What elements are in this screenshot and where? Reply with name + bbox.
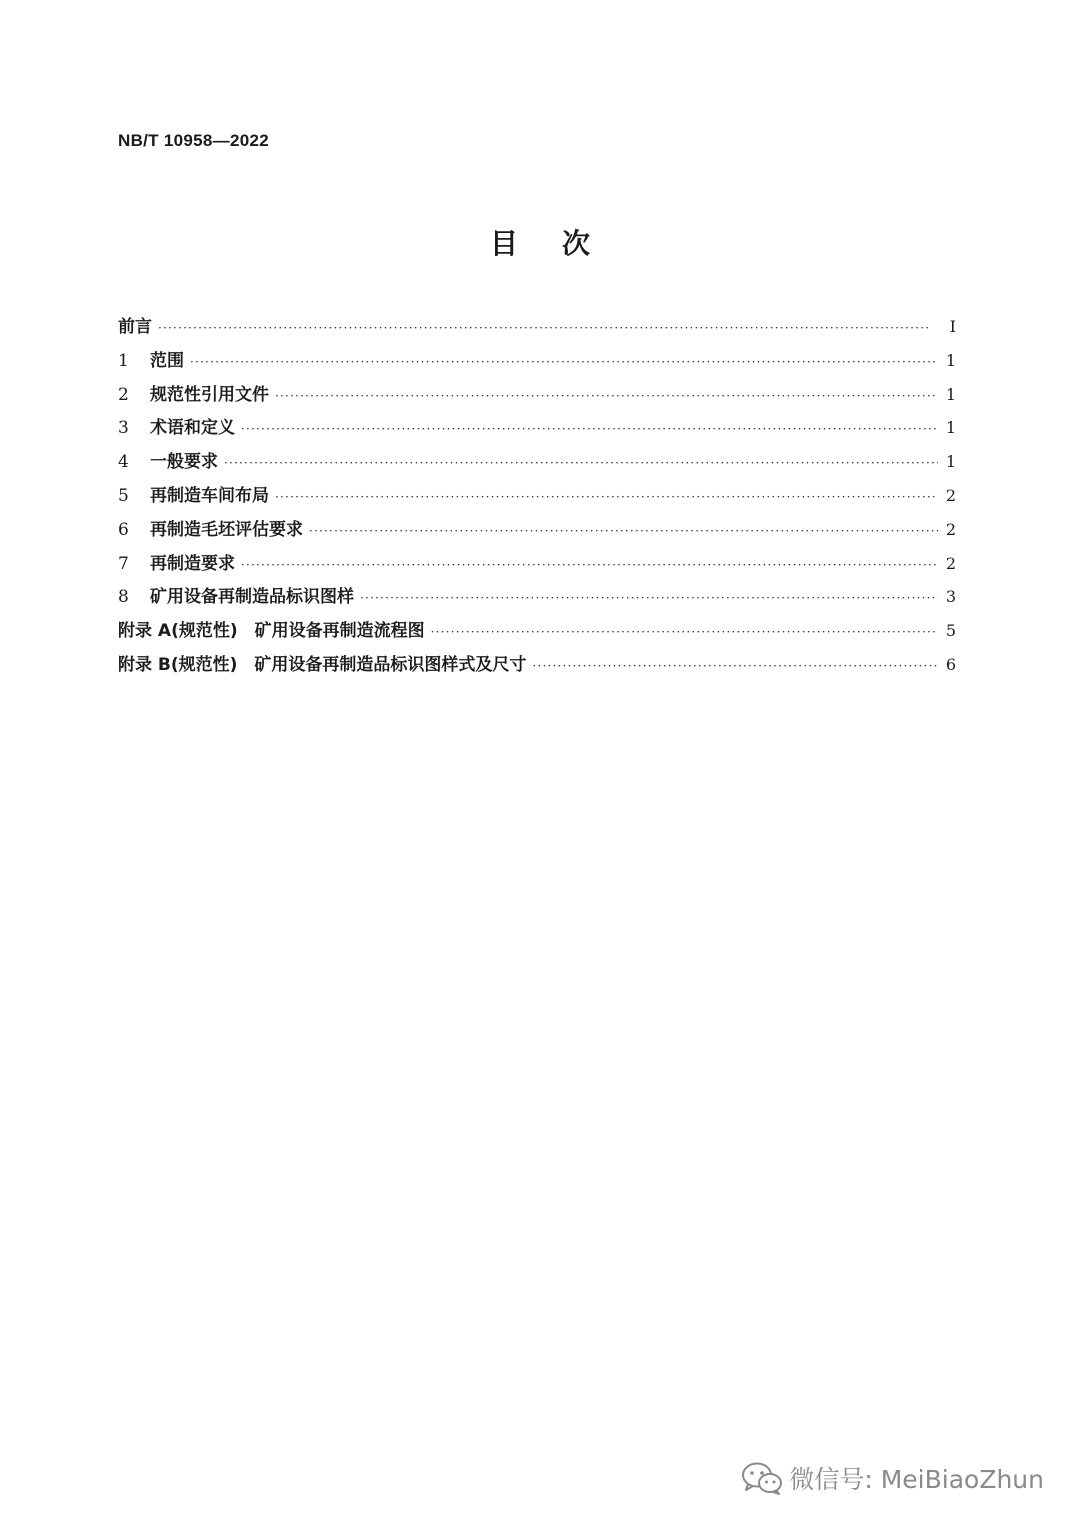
toc-entry-number: 3	[118, 418, 129, 439]
toc-entry-label: 再制造要求	[150, 553, 235, 574]
toc-dot-leader	[360, 591, 938, 605]
toc-entry[interactable]	[118, 549, 956, 583]
toc-entry-page: 5	[945, 621, 956, 641]
toc-entry-page: 2	[945, 553, 956, 573]
toc-entry-number: 8	[118, 587, 129, 608]
toc-entry-page: 2	[945, 485, 956, 505]
toc-dot-leader	[158, 321, 938, 335]
toc-entry[interactable]	[118, 515, 956, 549]
toc-entry-number: 5	[118, 485, 129, 506]
toc-entry-page: 1	[945, 418, 956, 438]
toc-entry[interactable]	[118, 312, 956, 346]
toc-entry[interactable]	[118, 380, 956, 414]
toc-entry-label: 规范性引用文件	[150, 384, 269, 405]
toc-entry-page: 3	[945, 587, 956, 607]
toc-entry-label: 附录 B(规范性) 矿用设备再制造品标识图样式及尺寸	[118, 654, 527, 675]
toc-entry-page: 1	[945, 452, 956, 472]
toc-entry-label: 附录 A(规范性) 矿用设备再制造流程图	[118, 621, 425, 642]
toc-entry-number: 4	[118, 452, 129, 473]
toc-entry-label: 一般要求	[150, 452, 218, 473]
toc-entry-number: 6	[118, 519, 129, 540]
toc-entry-label: 前言	[118, 317, 152, 337]
toc-entry-label: 再制造毛坯评估要求	[150, 519, 303, 540]
toc-entry-page: 2	[945, 519, 956, 539]
toc-entry-label: 矿用设备再制造品标识图样	[150, 587, 354, 608]
toc-dot-leader	[431, 625, 938, 639]
toc-dot-leader	[224, 456, 938, 470]
watermark	[741, 1460, 1044, 1496]
toc-entry-page: 1	[945, 384, 956, 404]
toc-entry[interactable]	[118, 346, 956, 380]
toc-entry-label: 术语和定义	[150, 418, 235, 439]
toc-entry[interactable]	[118, 447, 956, 481]
toc-dot-leader	[275, 490, 938, 504]
toc-entry-page: I	[949, 317, 956, 336]
watermark-text: 微信号: MeiBiaoZhun	[789, 1465, 1044, 1494]
toc-entry-number: 7	[118, 553, 129, 574]
toc-entry[interactable]	[118, 582, 956, 616]
toc-entry[interactable]	[118, 650, 956, 684]
toc-entry-number: 2	[118, 384, 129, 405]
toc-dot-leader	[309, 524, 938, 538]
toc-dot-leader	[241, 558, 938, 572]
toc-entry[interactable]	[118, 616, 956, 650]
toc-entry[interactable]	[118, 413, 956, 447]
standard-code: NB/T 10958—2022	[118, 131, 269, 150]
wechat-icon	[741, 1461, 783, 1495]
toc-entry-label: 范围	[150, 350, 184, 371]
toc-entry-page: 6	[945, 654, 956, 674]
toc-entry-label: 再制造车间布局	[150, 485, 269, 506]
page-title: 目次	[489, 227, 634, 260]
toc-entry-page: 1	[945, 350, 956, 370]
toc-entry-number: 1	[118, 350, 129, 371]
table-of-contents	[118, 312, 956, 684]
toc-entry[interactable]	[118, 481, 956, 515]
toc-dot-leader	[275, 389, 938, 403]
toc-dot-leader	[190, 355, 938, 369]
toc-dot-leader	[532, 659, 938, 673]
toc-dot-leader	[241, 422, 938, 436]
